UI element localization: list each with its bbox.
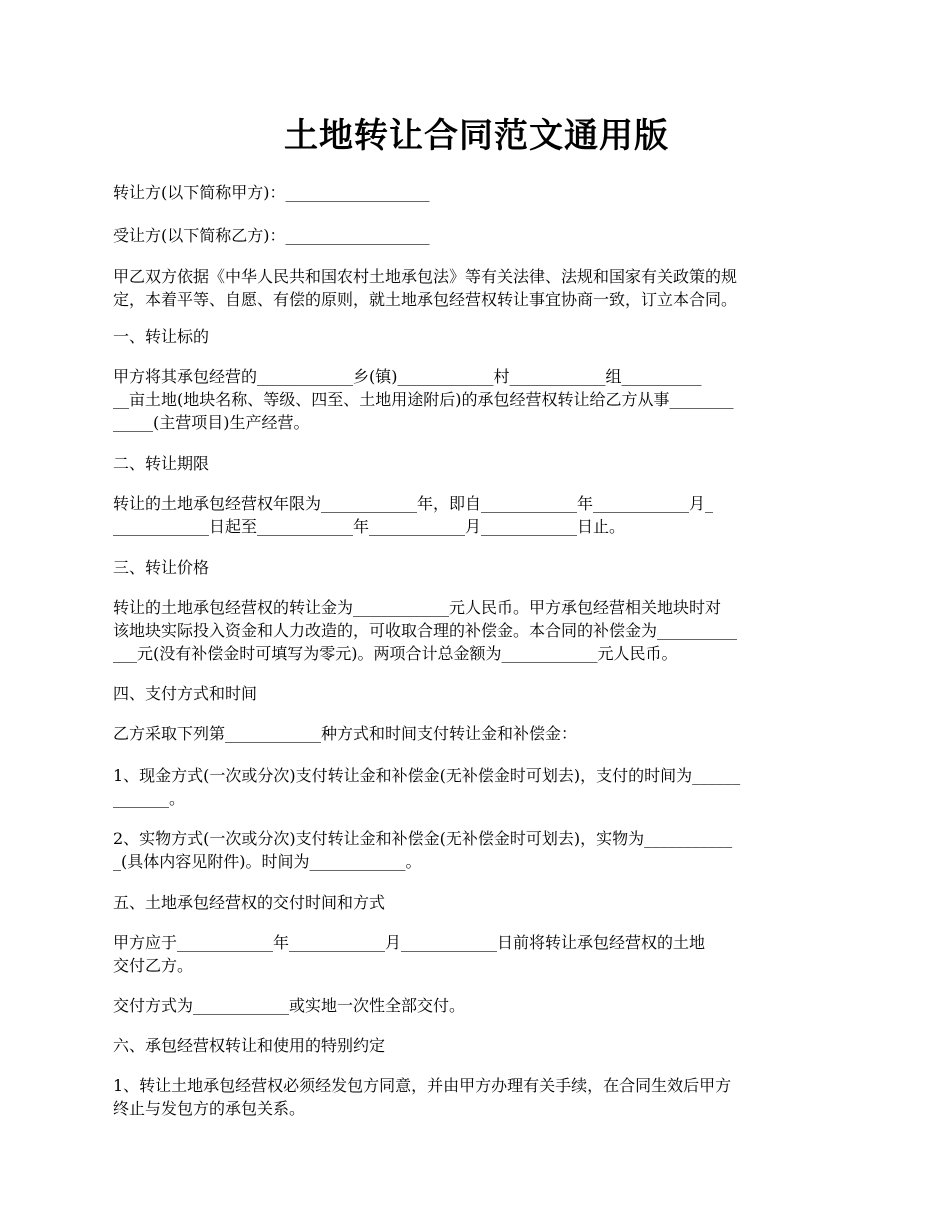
text-line: 六、承包经营权转让和使用的特别约定: [113, 1036, 386, 1055]
text-line: 五、土地承包经营权的交付时间和方式: [113, 893, 386, 912]
text-line: 三、转让价格: [113, 558, 210, 577]
section-heading-6: [113, 1034, 840, 1057]
paragraph-delivery-time: [113, 931, 840, 977]
text-line: 转让的土地承包经营权的转让金为____________元人民币。甲方承包经营相关地块时对: [113, 598, 722, 617]
text-line: 乙方采取下列第____________种方式和时间支付转让金和补偿金：: [113, 724, 578, 743]
text-line: 甲方应于____________年____________月____________日前将转让承包经营权的土地: [113, 933, 706, 952]
text-line: 四、支付方式和时间: [113, 684, 258, 703]
text-line: 终止与发包方的承包关系。: [113, 1099, 306, 1118]
text-line: 一、转让标的: [113, 327, 210, 346]
text-line: 交付乙方。: [113, 956, 194, 975]
text-line: __亩土地(地块名称、等级、四至、土地用途附后)的承包经营权转让给乙方从事________: [113, 390, 734, 409]
section-heading-4: [113, 682, 840, 705]
text-line: _______。: [113, 789, 186, 808]
text-line: 该地块实际投入资金和人力改造的，可收取合理的补偿金。本合同的补偿金为__________: [113, 621, 738, 640]
text-line: 甲方将其承包经营的____________乡(镇)____________村____________组__________: [113, 367, 702, 386]
text-line: _(具体内容见附件)。时间为____________。: [113, 852, 422, 871]
text-line: 交付方式为____________或实地一次性全部交付。: [113, 996, 466, 1015]
text-line: _____(主营项目)生产经营。: [113, 413, 310, 432]
section-heading-3: [113, 556, 840, 579]
document-title: 土地转让合同范文通用版: [284, 116, 669, 156]
text-line: 1、转让土地承包经营权必须经发包方同意，并由甲方办理有关手续，在合同生效后甲方: [113, 1076, 732, 1095]
text-line: 2、实物方式(一次或分次)支付转让金和补偿金(无补偿金时可划去)，实物为___________: [113, 829, 733, 848]
text-line: ____________日起至____________年____________月____________日止。: [113, 517, 626, 536]
paragraph-transferee: [113, 224, 840, 247]
section-heading-5: [113, 891, 840, 914]
paragraph-special-terms-1: [113, 1074, 840, 1120]
paragraph-transferor: [113, 181, 840, 204]
paragraph-preamble: [113, 265, 840, 311]
paragraph-subject: [113, 365, 840, 434]
section-heading-1: [113, 325, 840, 348]
paragraph-term: [113, 492, 840, 538]
text-line: 定，本着平等、自愿、有偿的原则，就土地承包经营权转让事宜协商一致，订立本合同。: [113, 290, 738, 309]
text-line: 二、转让期限: [113, 454, 210, 473]
text-line: 受让方(以下简称乙方)：__________________: [113, 226, 430, 245]
paragraph-payment-kind: [113, 827, 840, 873]
text-line: 转让方(以下简称甲方)：__________________: [113, 183, 430, 202]
text-line: ___元(没有补偿金时可填写为零元)。两项合计总金额为____________元人民币。: [113, 644, 678, 663]
section-heading-2: [113, 452, 840, 475]
paragraph-payment-cash: [113, 764, 840, 810]
paragraph-payment-choice: [113, 722, 840, 745]
text-line: 甲乙双方依据《中华人民共和国农村土地承包法》等有关法律、法规和国家有关政策的规: [113, 267, 738, 286]
text-line: 1、现金方式(一次或分次)支付转让金和补偿金(无补偿金时可划去)，支付的时间为______: [113, 766, 741, 785]
text-line: 转让的土地承包经营权年限为____________年，即自____________年____________月_: [113, 494, 714, 513]
paragraph-delivery-method: [113, 994, 840, 1017]
paragraph-price: [113, 596, 840, 665]
